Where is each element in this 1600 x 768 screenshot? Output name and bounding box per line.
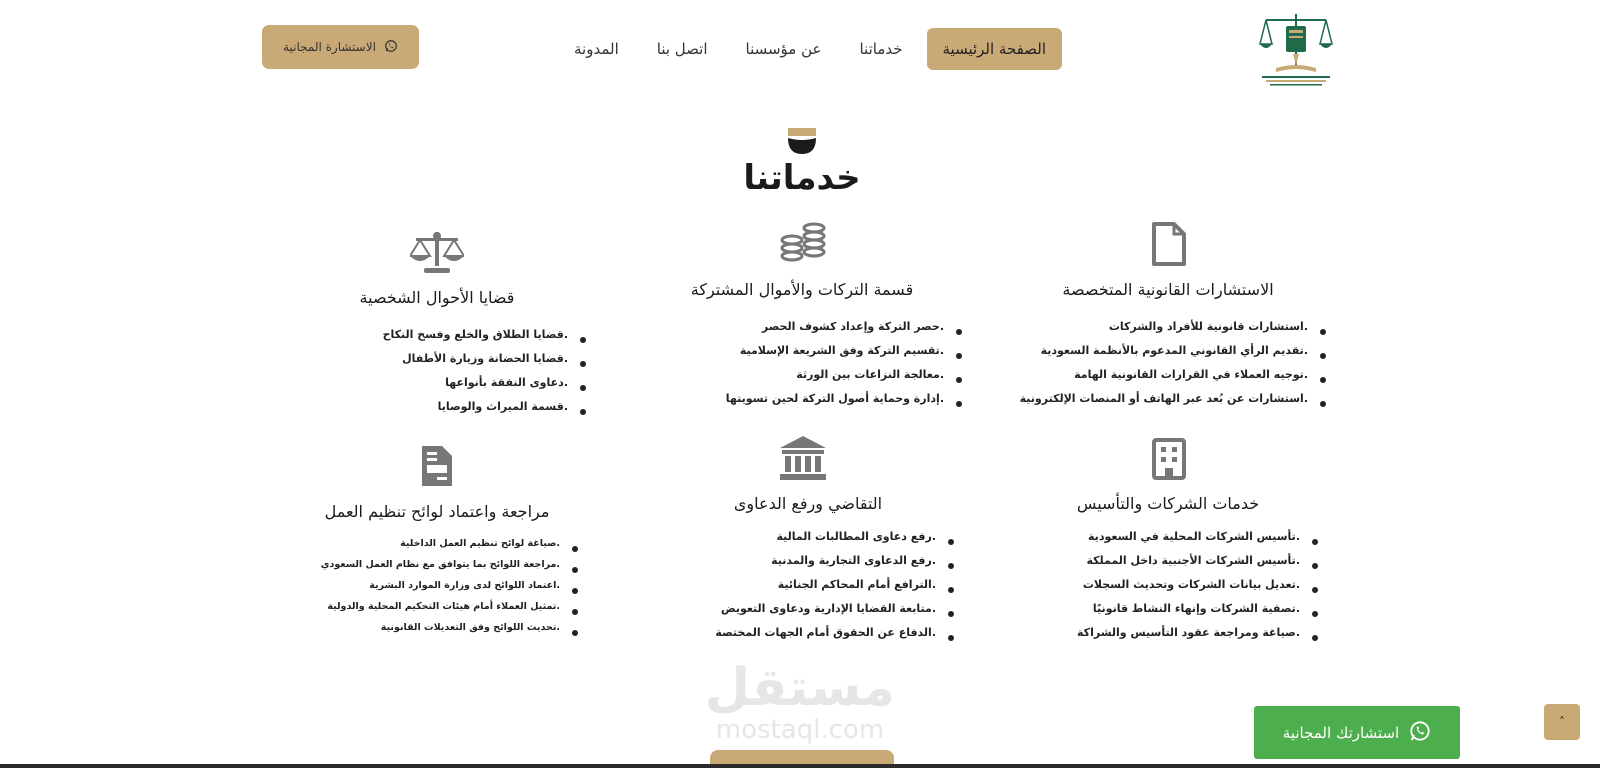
list-item: الترافع أمام المحاكم الجنائية. [715, 578, 954, 602]
list-item: قضايا الطلاق والخلع وفسخ النكاح. [383, 328, 586, 352]
list-item: تعديل بيانات الشركات وتحديث السجلات. [1077, 578, 1318, 602]
list-item: تمثيل العملاء أمام هيئات التحكيم المحلية والدولية. [321, 601, 578, 622]
list-item: متابعة القضايا الإدارية ودعاوى التعويض. [715, 602, 954, 626]
list-item: توجيه العملاء في القرارات القانونية الهامة. [1020, 368, 1326, 392]
list-item: تقسيم التركة وفق الشريعة الإسلامية. [726, 344, 962, 368]
chevron-up-icon: ˄ [1559, 715, 1565, 729]
logo[interactable] [1258, 10, 1334, 88]
nav-blog[interactable]: المدونة [574, 40, 619, 58]
whatsapp-icon [1409, 720, 1431, 746]
list-item: تصفية الشركات وإنهاء النشاط قانونيًا. [1077, 602, 1318, 626]
service-title: خدمات الشركات والتأسيس [1076, 494, 1260, 513]
nav-contact[interactable]: اتصل بنا [656, 40, 708, 58]
list-item: صياغة لوائح تنظيم العمل الداخلية. [321, 538, 578, 559]
list-item: تحديث اللوائح وفق التعديلات القانونية. [321, 622, 578, 643]
whatsapp-float-button[interactable] [1254, 706, 1460, 759]
site-header [0, 0, 1600, 96]
footer-edge [0, 764, 1600, 768]
list-item: حصر التركة وإعداد كشوف الحصر. [726, 320, 962, 344]
coins-icon [780, 222, 826, 268]
list-item: الدفاع عن الحقوق أمام الجهات المختصة. [715, 626, 954, 650]
list-item: دعاوى النفقة بأنواعها. [383, 376, 586, 400]
list-item: معالجة النزاعات بين الورثة. [726, 368, 962, 392]
service-list [715, 530, 954, 650]
list-item: تأسيس الشركات الأجنبية داخل المملكة. [1077, 554, 1318, 578]
watermark-latin: mostaql.com [715, 715, 885, 745]
list-item: اعتماد اللوائح لدى وزارة الموارد البشرية. [321, 580, 578, 601]
list-item: استشارات قانونية للأفراد والشركات. [1020, 320, 1326, 344]
free-consultation-button[interactable] [262, 25, 419, 69]
list-item: تأسيس الشركات المحلية في السعودية. [1077, 530, 1318, 554]
service-title: قضايا الأحوال الشخصية [359, 288, 515, 307]
service-title: قسمة التركات والأموال المشتركة [690, 280, 914, 299]
courthouse-icon [780, 436, 826, 484]
nav-services[interactable]: خدماتنا [859, 40, 903, 58]
service-list [726, 320, 962, 416]
list-item: مراجعة اللوائح بما يتوافق مع نظام العمل السعودي. [321, 559, 578, 580]
list-item: صياغة ومراجعة عقود التأسيس والشراكة. [1077, 626, 1318, 650]
list-item: رفع دعاوى المطالبات المالية. [715, 530, 954, 554]
list-item: قضايا الحضانة وزيارة الأطفال. [383, 352, 586, 376]
building-icon [1152, 438, 1186, 484]
file-invoice-icon [420, 444, 454, 492]
watermark-arabic: مستقل [704, 658, 896, 718]
service-list [1077, 530, 1318, 650]
service-list [383, 328, 586, 424]
scales-icon [410, 230, 464, 278]
whatsapp-icon [384, 39, 398, 56]
document-icon [1150, 222, 1186, 270]
list-item: قسمة الميراث والوصايا. [383, 400, 586, 424]
logo-emblem-icon [1258, 10, 1334, 88]
service-title: التقاضي ورفع الدعاوى [733, 494, 883, 513]
list-item: تقديم الرأي القانوني المدعوم بالأنظمة السعودية. [1020, 344, 1326, 368]
nav-about[interactable]: عن مؤسسنا [745, 40, 822, 58]
scroll-to-top-button[interactable] [1544, 704, 1580, 740]
main-nav [560, 28, 1062, 70]
list-item: استشارات عن بُعد عبر الهاتف أو المنصات الإلكترونية. [1020, 392, 1326, 416]
service-list [321, 538, 578, 643]
nav-home[interactable]: الصفحة الرئيسية [927, 28, 1063, 70]
whatsapp-float-label: استشارتك المجانية [1282, 723, 1400, 742]
service-title: الاستشارات القانونية المتخصصة [1062, 280, 1274, 299]
service-list [1020, 320, 1326, 416]
list-item: رفع الدعاوى التجارية والمدنية. [715, 554, 954, 578]
watermark [700, 660, 900, 750]
title-ornament-icon [788, 128, 816, 154]
section-title: خدماتنا [743, 158, 861, 198]
service-title: مراجعة واعتماد لوائح تنظيم العمل [324, 502, 550, 521]
free-consultation-label: الاستشارة المجانية [283, 40, 376, 54]
list-item: إدارة وحماية أصول التركة لحين تسويتها. [726, 392, 962, 416]
